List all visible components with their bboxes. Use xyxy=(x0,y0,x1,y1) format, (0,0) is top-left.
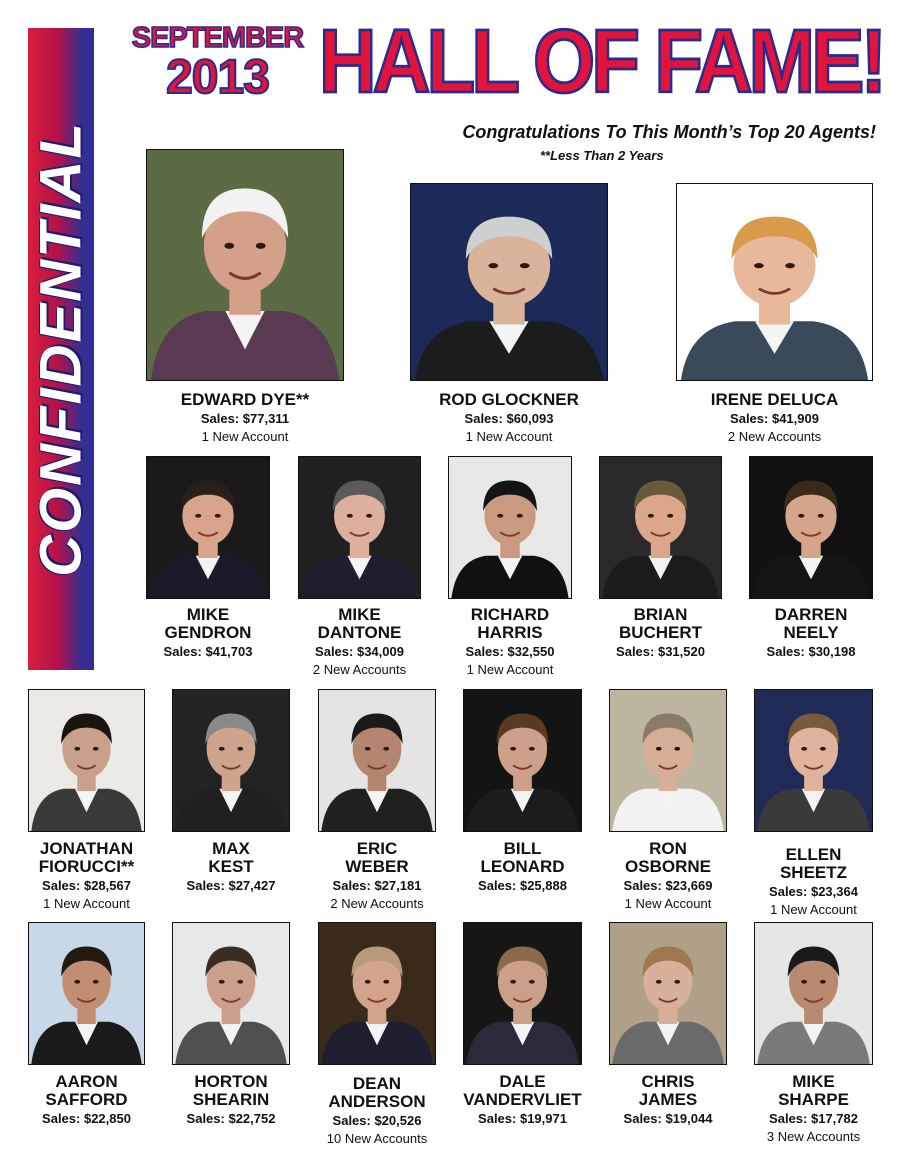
portrait-icon xyxy=(610,923,726,1064)
agent-photo xyxy=(463,922,582,1065)
agent-name xyxy=(7,1073,167,1109)
agent-new-accounts: 1 New Account xyxy=(624,896,712,911)
agent-name-line: BILL xyxy=(503,839,542,858)
agent-name-line: VANDERVLIET xyxy=(463,1090,582,1109)
agent-name xyxy=(125,391,365,409)
agent-name xyxy=(151,1073,311,1109)
agent-name xyxy=(588,840,748,876)
confidential-label: CONFIDENTIAL xyxy=(28,121,94,577)
agent-name-line: MAX xyxy=(212,839,250,858)
agent-name-line: RON xyxy=(649,839,687,858)
agent-sales: Sales: $27,181 xyxy=(332,878,422,893)
agent-name-line: DALE xyxy=(499,1072,546,1091)
portrait-icon xyxy=(464,923,581,1064)
agent-name xyxy=(297,840,457,876)
portrait-icon xyxy=(677,184,872,380)
agent-sales: Sales: $19,971 xyxy=(478,1111,567,1126)
portrait-icon xyxy=(600,457,721,598)
agent-name-line: NEELY xyxy=(783,623,839,642)
agent-name xyxy=(443,1073,603,1109)
header-month: SEPTEMBER xyxy=(131,22,304,54)
agent-photo xyxy=(146,149,344,381)
agent-new-accounts: 10 New Accounts xyxy=(326,1131,428,1146)
portrait-icon xyxy=(173,923,289,1064)
agent-sales: Sales: $22,752 xyxy=(186,1111,276,1126)
agent-sales: Sales: $77,311 xyxy=(200,411,290,426)
agent-photo xyxy=(599,456,722,599)
agent-name-line: ELLEN xyxy=(785,845,842,864)
agent-new-accounts: 1 New Account xyxy=(201,429,289,444)
agent-name xyxy=(151,840,311,876)
agent-new-accounts: 2 New Accounts xyxy=(330,896,424,911)
agent-name-line: HARRIS xyxy=(477,623,543,642)
footnote: **Less Than 2 Years xyxy=(540,148,664,163)
agent-name-line: AARON xyxy=(55,1072,118,1091)
agent-photo xyxy=(298,456,421,599)
agent-name-line: MIKE xyxy=(186,605,230,624)
agent-name-line: JAMES xyxy=(638,1090,698,1109)
portrait-icon xyxy=(29,923,144,1064)
agent-name xyxy=(734,846,894,882)
agent-name-line: ERIC xyxy=(356,839,398,858)
agent-sales: Sales: $20,526 xyxy=(332,1113,422,1128)
agent-sales: Sales: $25,888 xyxy=(478,878,567,893)
agent-name xyxy=(581,606,741,642)
portrait-icon xyxy=(755,923,872,1064)
agent-photo xyxy=(609,689,727,832)
agent-photo xyxy=(28,689,145,832)
agent-photo xyxy=(463,689,582,832)
agent-sales: Sales: $22,850 xyxy=(42,1111,131,1126)
agent-name-line: SHEETZ xyxy=(779,863,848,882)
agent-sales: Sales: $30,198 xyxy=(766,644,856,659)
page-title: HALL OF FAME! xyxy=(318,11,884,112)
agent-name-line: ANDERSON xyxy=(328,1092,426,1111)
agent-name xyxy=(297,1075,457,1111)
agent-name-line: MIKE xyxy=(792,1072,835,1091)
agent-name-line: JONATHAN xyxy=(39,839,134,858)
portrait-icon xyxy=(147,150,343,380)
portrait-icon xyxy=(610,690,726,831)
agent-sales: Sales: $41,703 xyxy=(163,644,253,659)
agent-new-accounts: 1 New Account xyxy=(770,902,857,917)
portrait-icon xyxy=(29,690,144,831)
portrait-icon xyxy=(750,457,872,598)
agent-new-accounts: 1 New Account xyxy=(466,662,554,677)
agent-photo xyxy=(749,456,873,599)
agent-sales: Sales: $31,520 xyxy=(616,644,705,659)
agent-photo xyxy=(609,922,727,1065)
agent-photo xyxy=(754,689,873,832)
agent-sales: Sales: $60,093 xyxy=(464,411,554,426)
agent-name-line: HORTON xyxy=(194,1072,268,1091)
agent-name-line: BUCHERT xyxy=(618,623,703,642)
agent-name xyxy=(443,840,603,876)
agent-name xyxy=(430,606,590,642)
agent-sales: Sales: $32,550 xyxy=(465,644,555,659)
agent-name xyxy=(389,391,629,409)
agent-name-line: KEST xyxy=(208,857,254,876)
portrait-icon xyxy=(449,457,571,598)
agent-name xyxy=(731,606,891,642)
agent-name-line: DANTONE xyxy=(317,623,402,642)
portrait-icon xyxy=(173,690,289,831)
agent-name-line: MIKE xyxy=(338,605,381,624)
agent-new-accounts: 1 New Account xyxy=(43,896,130,911)
agent-name-line: FIORUCCI** xyxy=(38,857,135,876)
agent-sales: Sales: $17,782 xyxy=(769,1111,858,1126)
agent-photo xyxy=(28,922,145,1065)
agent-name xyxy=(588,1073,748,1109)
agent-name xyxy=(734,1073,894,1109)
agent-name xyxy=(655,391,895,409)
agent-name-line: DARREN xyxy=(774,605,848,624)
agent-name xyxy=(7,840,167,876)
agent-photo xyxy=(318,922,436,1065)
agent-sales: Sales: $41,909 xyxy=(730,411,819,426)
portrait-icon xyxy=(319,923,435,1064)
portrait-icon xyxy=(464,690,581,831)
agent-photo xyxy=(172,689,290,832)
agent-name-line: CHRIS xyxy=(641,1072,695,1091)
confidential-banner xyxy=(28,28,94,670)
agent-new-accounts: 3 New Accounts xyxy=(766,1129,861,1144)
agent-name-line: SHEARIN xyxy=(192,1090,270,1109)
agent-photo xyxy=(754,922,873,1065)
agent-name-line: SHARPE xyxy=(778,1090,849,1109)
portrait-icon xyxy=(411,184,607,380)
portrait-icon xyxy=(147,457,269,598)
agent-name-line: EDWARD DYE** xyxy=(180,390,310,409)
agent-name-line: OSBORNE xyxy=(625,857,711,876)
agent-name-line: BRIAN xyxy=(633,605,688,624)
agent-name-line: WEBER xyxy=(345,857,409,876)
agent-sales: Sales: $27,427 xyxy=(186,878,276,893)
agent-photo xyxy=(146,456,270,599)
agent-photo xyxy=(172,922,290,1065)
agent-name xyxy=(128,606,288,642)
agent-photo xyxy=(318,689,436,832)
congrats-line: Congratulations To This Month’s Top 20 Agents! xyxy=(462,122,876,142)
agent-sales: Sales: $19,044 xyxy=(623,1111,713,1126)
agent-photo xyxy=(676,183,873,381)
agent-sales: Sales: $28,567 xyxy=(42,878,131,893)
portrait-icon xyxy=(299,457,420,598)
agent-name-line: IRENE DELUCA xyxy=(710,390,839,409)
agent-name-line: ROD GLOCKNER xyxy=(439,390,579,409)
agent-name xyxy=(280,606,440,642)
header-year: 2013 xyxy=(166,51,269,104)
agent-photo xyxy=(448,456,572,599)
agent-sales: Sales: $23,364 xyxy=(769,884,858,899)
portrait-icon xyxy=(319,690,435,831)
agent-new-accounts: 2 New Accounts xyxy=(312,662,407,677)
agent-new-accounts: 2 New Accounts xyxy=(727,429,822,444)
agent-name-line: LEONARD xyxy=(480,857,565,876)
agent-name-line: DEAN xyxy=(352,1074,402,1093)
agent-photo xyxy=(410,183,608,381)
agent-name-line: RICHARD xyxy=(470,605,550,624)
portrait-icon xyxy=(755,690,872,831)
agent-new-accounts: 1 New Account xyxy=(465,429,553,444)
agent-name-line: GENDRON xyxy=(164,623,252,642)
agent-sales: Sales: $34,009 xyxy=(315,644,404,659)
agent-sales: Sales: $23,669 xyxy=(623,878,713,893)
agent-name-line: SAFFORD xyxy=(45,1090,128,1109)
